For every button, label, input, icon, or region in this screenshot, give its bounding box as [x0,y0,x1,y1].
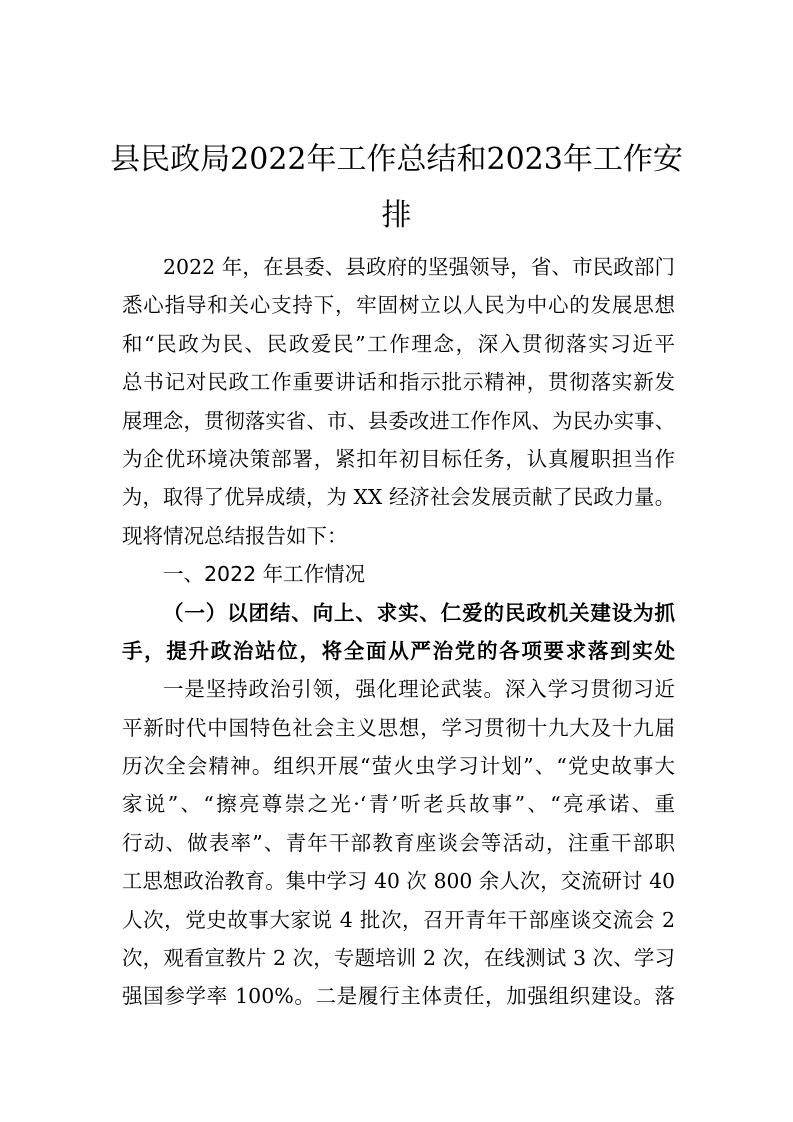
paragraph-2-line: 次，观看宣教片 2 次，专题培训 2 次，在线测试 3 次、学习 [122,946,675,971]
paragraph-1-line: 总书记对民政工作重要讲话和指示批示精神，贯彻落实新发 [122,370,675,395]
paragraph-2-line: 行动、做表率”、青年干部教育座谈会等活动，注重干部职 [122,830,675,855]
document-body [122,248,675,1016]
paragraph-1-line: 2022 年，在县委、县政府的坚强领导，省、市民政部门 [163,255,675,279]
paragraph-1-line: 为，取得了优异成绩，为 XX 经济社会发展贡献了民政力量。 [122,485,675,510]
paragraph-2-line: 人次，党史故事大家说 4 批次，召开青年干部座谈交流会 2 [122,907,675,932]
subsection-heading-1: 手，提升政治站位，将全面从严治党的各项要求落到实处 [122,638,675,663]
paragraph-1-line: 和“民政为民、民政爱民”工作理念，深入贯彻落实习近平 [122,331,675,356]
paragraph-2-line: 一是坚持政治引领，强化理论武装。深入学习贯彻习近 [163,677,675,702]
paragraph-2-line: 工思想政治教育。集中学习 40 次 800 余人次，交流研讨 40 [122,869,675,894]
document-title-line-1: 县民政局2022年工作总结和2023年工作安 [110,142,683,177]
paragraph-2-line: 强国参学率 100%。二是履行主体责任，加强组织建设。落 [122,984,675,1009]
paragraph-1-line: 为企优环境决策部署，紧扣年初目标任务，认真履职担当作 [122,446,675,471]
paragraph-2-line: 家说”、“擦亮尊崇之光·‘青’听老兵故事”、“亮承诺、重 [122,792,675,817]
document-title-line-2: 排 [381,198,412,233]
paragraph-1-line: 悉心指导和关心支持下，牢固树立以人民为中心的发展思想 [122,293,675,318]
paragraph-1-line: 现将情况总结报告如下： [122,523,348,548]
paragraph-2-line: 平新时代中国特色社会主义思想，学习贯彻十九大及十九届 [122,715,675,740]
section-heading-1: 一、2022 年工作情况 [163,562,366,587]
paragraph-2-line: 历次全会精神。组织开展“萤火虫学习计划”、“党史故事大 [122,754,675,779]
paragraph-1-line: 展理念，贯彻落实省、市、县委改进工作作风、为民办实事、 [122,408,675,433]
subsection-heading-1: （一）以团结、向上、求实、仁爱的民政机关建设为抓 [163,600,675,625]
